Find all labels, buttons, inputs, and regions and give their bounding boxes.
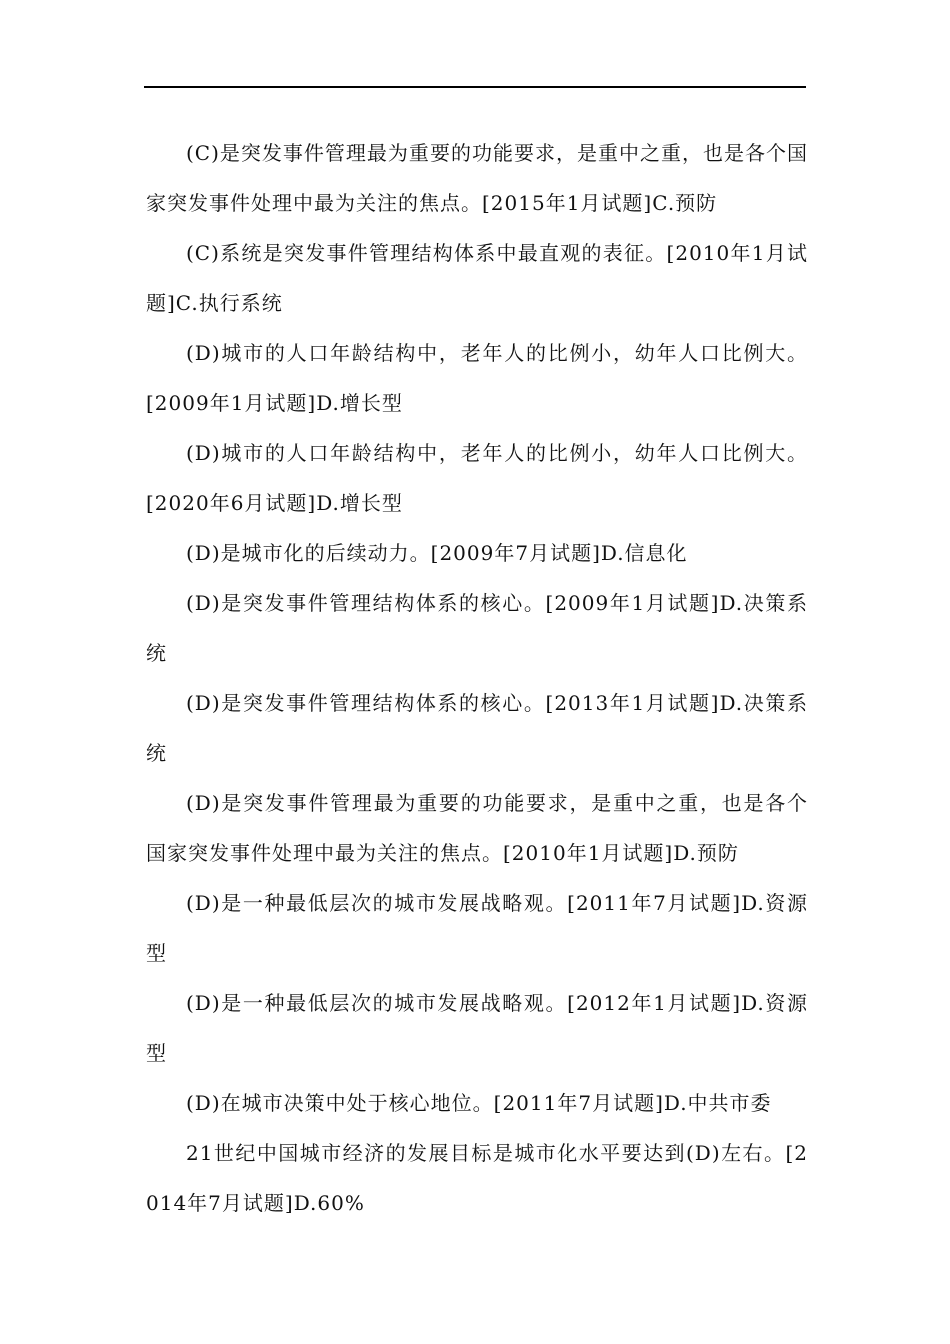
header-rule	[144, 86, 806, 88]
question-item: (D)是突发事件管理最为重要的功能要求，是重中之重，也是各个国家突发事件处理中最为关注的焦点。[2010年1月试题]D.预防	[146, 791, 808, 865]
question-item: (D)是城市化的后续动力。[2009年7月试题]D.信息化	[186, 541, 688, 565]
question-item: (D)是一种最低层次的城市发展战略观。[2011年7月试题]D.资源型	[146, 891, 808, 965]
question-item: (D)在城市决策中处于核心地位。[2011年7月试题]D.中共市委	[186, 1091, 772, 1115]
question-item: (D)是一种最低层次的城市发展战略观。[2012年1月试题]D.资源型	[146, 991, 808, 1065]
question-item: (D)是突发事件管理结构体系的核心。[2009年1月试题]D.决策系统	[146, 591, 808, 665]
question-item: 21世纪中国城市经济的发展目标是城市化水平要达到(D)左右。[2014年7月试题]D.60%	[146, 1141, 808, 1215]
question-item: (C)系统是突发事件管理结构体系中最直观的表征。[2010年1月试题]C.执行系统	[146, 241, 808, 315]
document-body	[146, 128, 808, 1228]
question-item: (C)是突发事件管理最为重要的功能要求，是重中之重，也是各个国家突发事件处理中最为关注的焦点。[2015年1月试题]C.预防	[146, 141, 808, 215]
question-item: (D)城市的人口年龄结构中，老年人的比例小，幼年人口比例大。[2009年1月试题]D.增长型	[146, 341, 808, 415]
question-item: (D)城市的人口年龄结构中，老年人的比例小，幼年人口比例大。[2020年6月试题]D.增长型	[146, 441, 808, 515]
question-item: (D)是突发事件管理结构体系的核心。[2013年1月试题]D.决策系统	[146, 691, 808, 765]
